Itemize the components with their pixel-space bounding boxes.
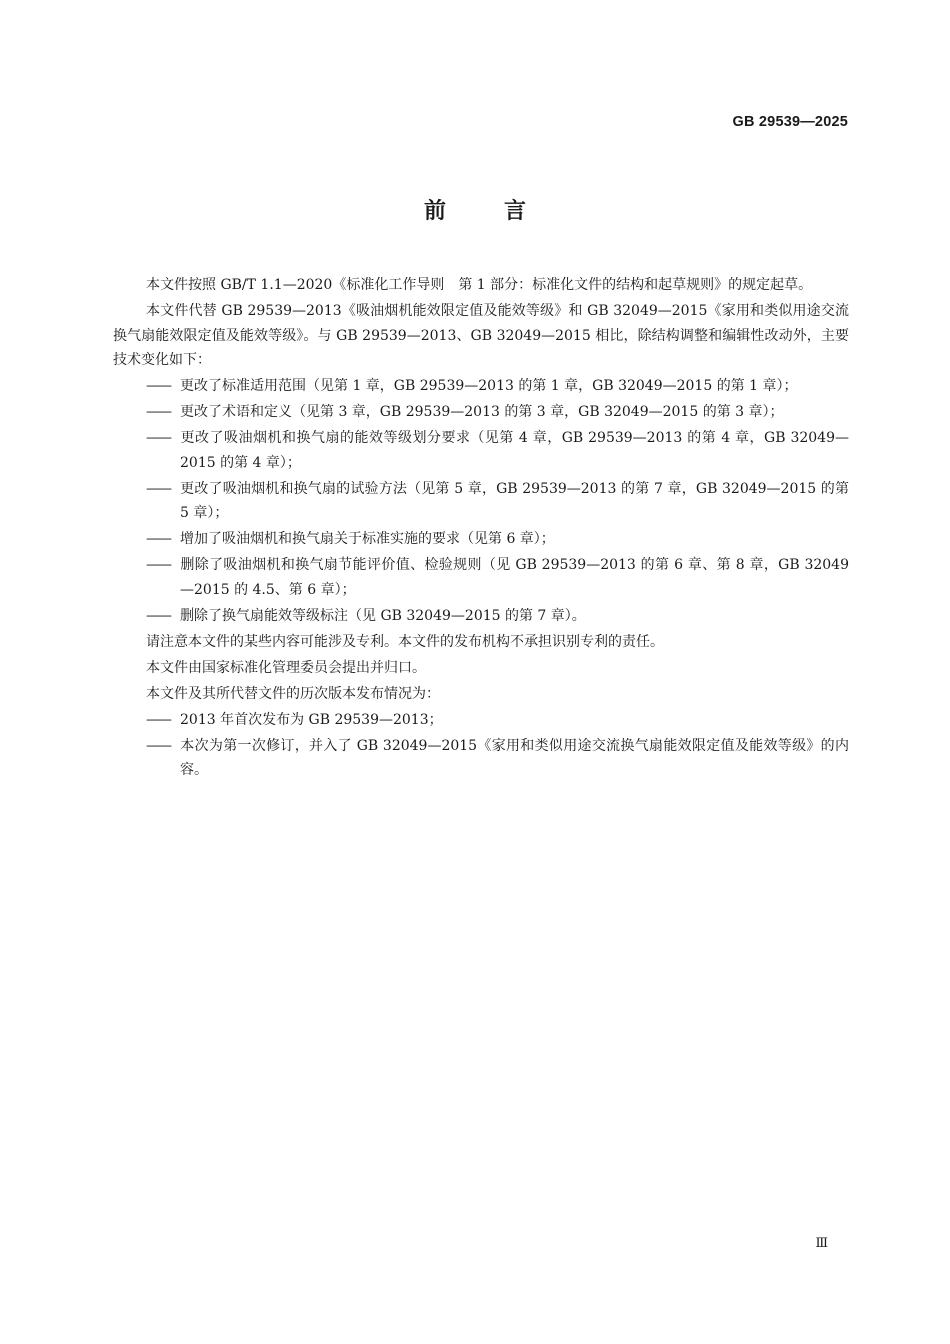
list-item [146, 477, 849, 526]
list-item [146, 426, 849, 475]
list-item [146, 400, 849, 425]
dash-mark: —— [146, 480, 170, 497]
changes-list [113, 374, 849, 628]
list-item [146, 553, 849, 602]
paragraph-proposer: 本文件由国家标准化管理委员会提出并归口。 [146, 659, 426, 676]
list-item-text: 更改了吸油烟机和换气扇的试验方法（见第 5 章，GB 29539—2013 的第 7 章，GB 32049—2015 的第 5 章）； [180, 480, 849, 521]
dash-mark: —— [146, 430, 170, 446]
dash-mark: —— [146, 404, 170, 420]
page-title: 前言 [423, 199, 584, 224]
dash-mark: —— [146, 607, 170, 624]
list-item-text: 更改了标准适用范围（见第 1 章，GB 29539—2013 的第 1 章，GB 32049—2015 的第 1 章）； [180, 378, 798, 394]
list-item-text: 更改了吸油烟机和换气扇的能效等级划分要求（见第 4 章，GB 29539—2013 的第 4 章，GB 32049—2015 的第 4 章）； [180, 430, 849, 471]
list-item [146, 734, 849, 783]
list-item [146, 527, 849, 552]
page-number: Ⅲ [815, 1235, 828, 1250]
paragraph-version-history: 本文件及其所代替文件的历次版本发布情况为： [146, 685, 440, 702]
dash-mark: —— [146, 711, 170, 728]
dash-mark: —— [146, 737, 170, 754]
paragraph-drafting-rule: 本文件按照 GB/T 1.1—2020《标准化工作导则 第 1 部分：标准化文件的结构和起草规则》的规定起草。 [146, 277, 813, 293]
list-item-text: 删除了吸油烟机和换气扇节能评价值、检验规则（见 GB 29539—2013 的第 6 章、第 8 章，GB 32049—2015 的 4.5、第 6 章）； [180, 557, 849, 598]
list-item-text: 本次为第一次修订，并入了 GB 32049—2015《家用和类似用途交流换气扇能效限定值及能效等级》的内容。 [180, 737, 849, 778]
list-item-text: 2013 年首次发布为 GB 29539—2013； [180, 711, 443, 728]
list-item-text: 更改了术语和定义（见第 3 章，GB 29539—2013 的第 3 章，GB 32049—2015 的第 3 章）； [180, 404, 784, 420]
list-item [146, 604, 849, 629]
paragraph-patent-notice: 请注意本文件的某些内容可能涉及专利。本文件的发布机构不承担识别专利的责任。 [146, 633, 664, 650]
list-item [146, 708, 849, 733]
dash-mark: —— [146, 531, 170, 547]
list-item [146, 374, 849, 399]
paragraph-replacement: 本文件代替 GB 29539—2013《吸油烟机能效限定值及能效等级》和 GB 32049—2015《家用和类似用途交流换气扇能效限定值及能效等级》。与 GB 29539—2013、GB 32049—2015 相比，除结构调整和编辑性改动外，主要技术变化如下： [113, 303, 849, 368]
list-item-text: 删除了换气扇能效等级标注（见 GB 32049—2015 的第 7 章）。 [180, 607, 586, 624]
list-item-text: 增加了吸油烟机和换气扇关于标准实施的要求（见第 6 章）； [180, 531, 555, 547]
history-list [113, 708, 849, 783]
dash-mark: —— [146, 378, 170, 394]
standard-code: GB 29539—2025 [732, 114, 848, 130]
foreword-body [113, 273, 849, 784]
dash-mark: —— [146, 557, 170, 573]
